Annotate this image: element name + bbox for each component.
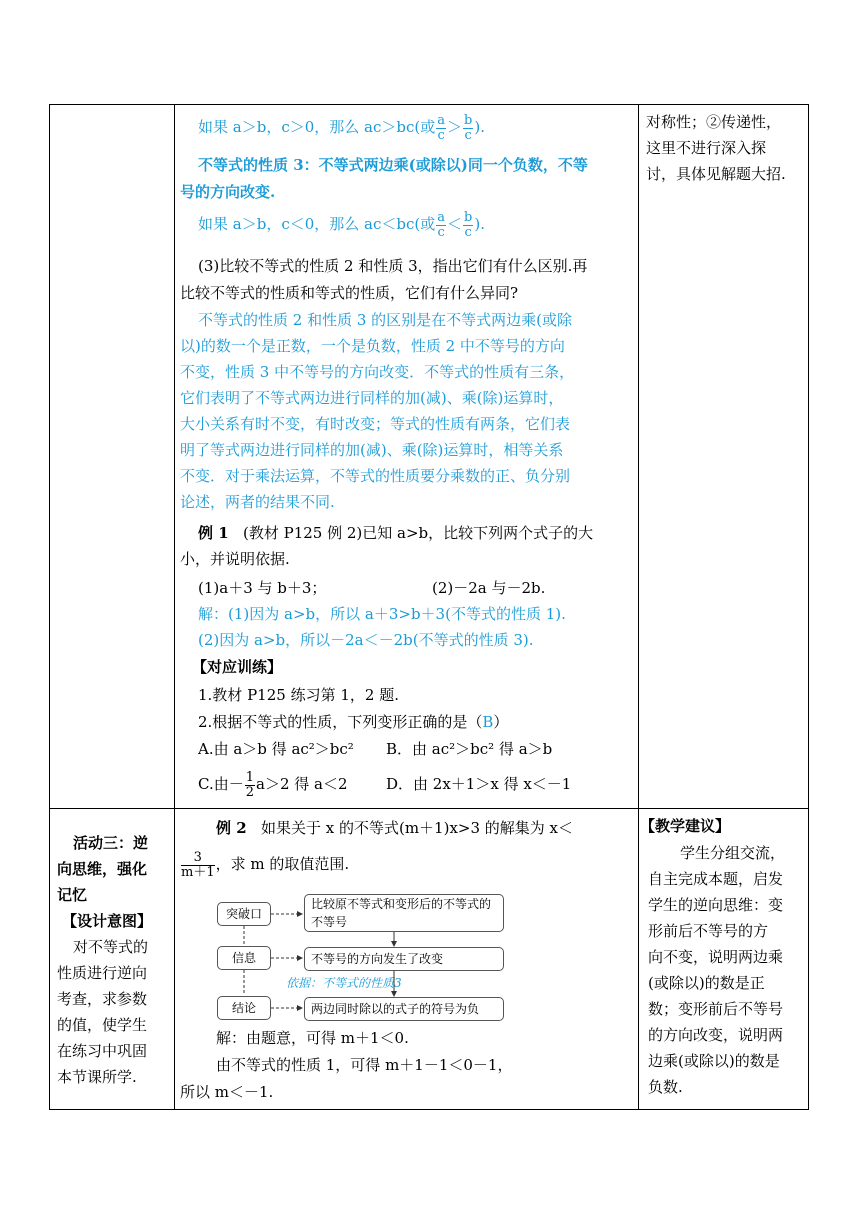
flow-label-info: 信息	[217, 946, 271, 970]
training-title: 【对应训练】	[192, 658, 283, 676]
example2-solution2: 由不等式的性质 1，可得 m＋1－1＜0－1，	[216, 1056, 513, 1074]
training-answer: B	[482, 713, 494, 731]
note-line: 讨，具体见解题大招.	[646, 165, 786, 183]
option-c: C.由－ $\frac{1}{2}$ a＞2 得 a＜2	[198, 769, 348, 800]
example2-solution1: 解：由题意，可得 m＋1＜0.	[216, 1029, 409, 1047]
teaching-suggestion-title: 【教学建议】	[640, 817, 731, 835]
intent-line: 的值，使学生	[57, 1016, 148, 1034]
question3-line2: 比较不等式的性质和等式的性质，它们有什么异同?	[180, 284, 519, 302]
flow-arrows	[200, 890, 520, 1030]
solution1: 解：(1)因为 a>b，所以 a＋3>b＋3(不等式的性质 1).	[198, 605, 566, 623]
suggestion-line: 自主完成本题，启发	[648, 870, 784, 888]
inequality-property2-example: 如果 a＞b，c＞0，那么 ac＞bc(或 $\frac{a}{c}$ ＞ $\frac{b}{c}$ ).	[198, 112, 485, 143]
suggestion-line: 的方向改变，说明两	[648, 1026, 784, 1044]
answer-line: 论述，两者的结果不同.	[180, 493, 335, 511]
note-line: 这里不进行深入探	[646, 139, 767, 157]
suggestion-line: 边乘(或除以)的数是	[648, 1052, 780, 1070]
column-divider-1	[174, 105, 175, 1109]
answer-line: 明了等式两边进行同样的加(减)、乘(除)运算时，相等关系	[180, 441, 564, 459]
suggestion-line: 形前后不等号的方	[648, 922, 769, 940]
example1-item2: (2)－2a 与－2b.	[432, 579, 546, 597]
intent-line: 性质进行逆向	[57, 964, 148, 982]
training-item2: 2.根据不等式的性质，下列变形正确的是（B）	[198, 713, 509, 731]
example2-solution3: 所以 m＜－1.	[180, 1083, 274, 1101]
suggestion-line: 负数.	[648, 1078, 683, 1096]
solution2: (2)因为 a>b，所以－2a＜－2b(不等式的性质 3).	[198, 631, 534, 649]
design-intent-title: 【设计意图】	[62, 912, 153, 930]
activity-title-line3: 记忆	[57, 886, 88, 904]
property3-line2: 号的方向改变.	[180, 183, 276, 201]
intent-line: 对不等式的	[73, 938, 149, 956]
answer-line: 不变，性质 3 中不等号的方向改变．不等式的性质有三条，	[180, 363, 575, 381]
flow-basis-note: 依据：不等式的性质3	[286, 976, 402, 990]
flow-box-direction-changed: 不等号的方向发生了改变	[304, 947, 504, 971]
note-line: 对称性；②传递性，	[646, 113, 782, 131]
property3-line1: 不等式的性质 3：不等式两边乘(或除以)同一个负数，不等	[198, 156, 588, 174]
suggestion-line: 数；变形前后不等号	[648, 1000, 784, 1018]
flow-label-conclusion: 结论	[217, 996, 271, 1020]
flow-box-compare: 比较原不等式和变形后的不等式的不等号	[304, 894, 504, 932]
activity-title-line2: 向思维，强化	[57, 860, 148, 878]
training-item1: 1.教材 P125 练习第 1，2 题.	[198, 686, 399, 704]
suggestion-line: 学生的逆向思维：变	[648, 896, 784, 914]
activity-title-line1: 活动三：逆	[73, 834, 149, 852]
intent-line: 考查，求参数	[57, 990, 148, 1008]
suggestion-line: 向不变，说明两边乘	[648, 948, 784, 966]
answer-line: 不等式的性质 2 和性质 3 的区别是在不等式两边乘(或除	[198, 311, 573, 329]
column-divider-2	[638, 105, 639, 1109]
suggestion-line: 学生分组交流，	[680, 844, 786, 862]
intent-line: 本节课所学.	[57, 1068, 137, 1086]
example1-label: 例 1	[198, 524, 229, 542]
answer-line: 不变．对于乘法运算，不等式的性质要分乘数的正、负分别	[180, 467, 571, 485]
option-d: D．由 2x＋1＞x 得 x＜－1	[386, 775, 572, 793]
option-b: B．由 ac²＞bc² 得 a＞b	[386, 740, 553, 758]
flow-box-divide-negative: 两边同时除以的式子的符号为负	[304, 997, 504, 1021]
flow-label-breakthrough: 突破口	[217, 902, 271, 926]
example2-line1: 例 2 如果关于 x 的不等式(m＋1)x>3 的解集为 x＜	[216, 819, 574, 837]
inequality-property3-example: 如果 a＞b，c＜0，那么 ac＜bc(或 $\frac{a}{c}$ ＜ $\frac{b}{c}$ ).	[198, 209, 485, 240]
answer-line: 大小关系有时不变，有时改变；等式的性质有两条，它们表	[180, 415, 571, 433]
answer-line: 它们表明了不等式两边进行同样的加(减)、乘(除)运算时，	[180, 389, 564, 407]
suggestion-line: (或除以)的数是正	[648, 974, 765, 992]
example1-line1: 例 1 (教材 P125 例 2)已知 a>b，比较下列两个式子的大	[198, 524, 594, 542]
example1-item1: (1)a＋3 与 b＋3；	[198, 579, 327, 597]
question3-line1: (3)比较不等式的性质 2 和性质 3，指出它们有什么区别.再	[198, 257, 588, 275]
option-a: A.由 a＞b 得 ac²＞bc²	[198, 740, 354, 758]
example2-label: 例 2	[216, 819, 247, 837]
answer-line: 以)的数一个是正数，一个是负数，性质 2 中不等号的方向	[180, 337, 565, 355]
row-divider	[50, 808, 808, 809]
example2-line2: $\frac{3}{m+1}$ ，求 m 的取值范围.	[181, 849, 350, 880]
example1-line2: 小，并说明依据.	[180, 550, 290, 568]
intent-line: 在练习中巩固	[57, 1042, 148, 1060]
